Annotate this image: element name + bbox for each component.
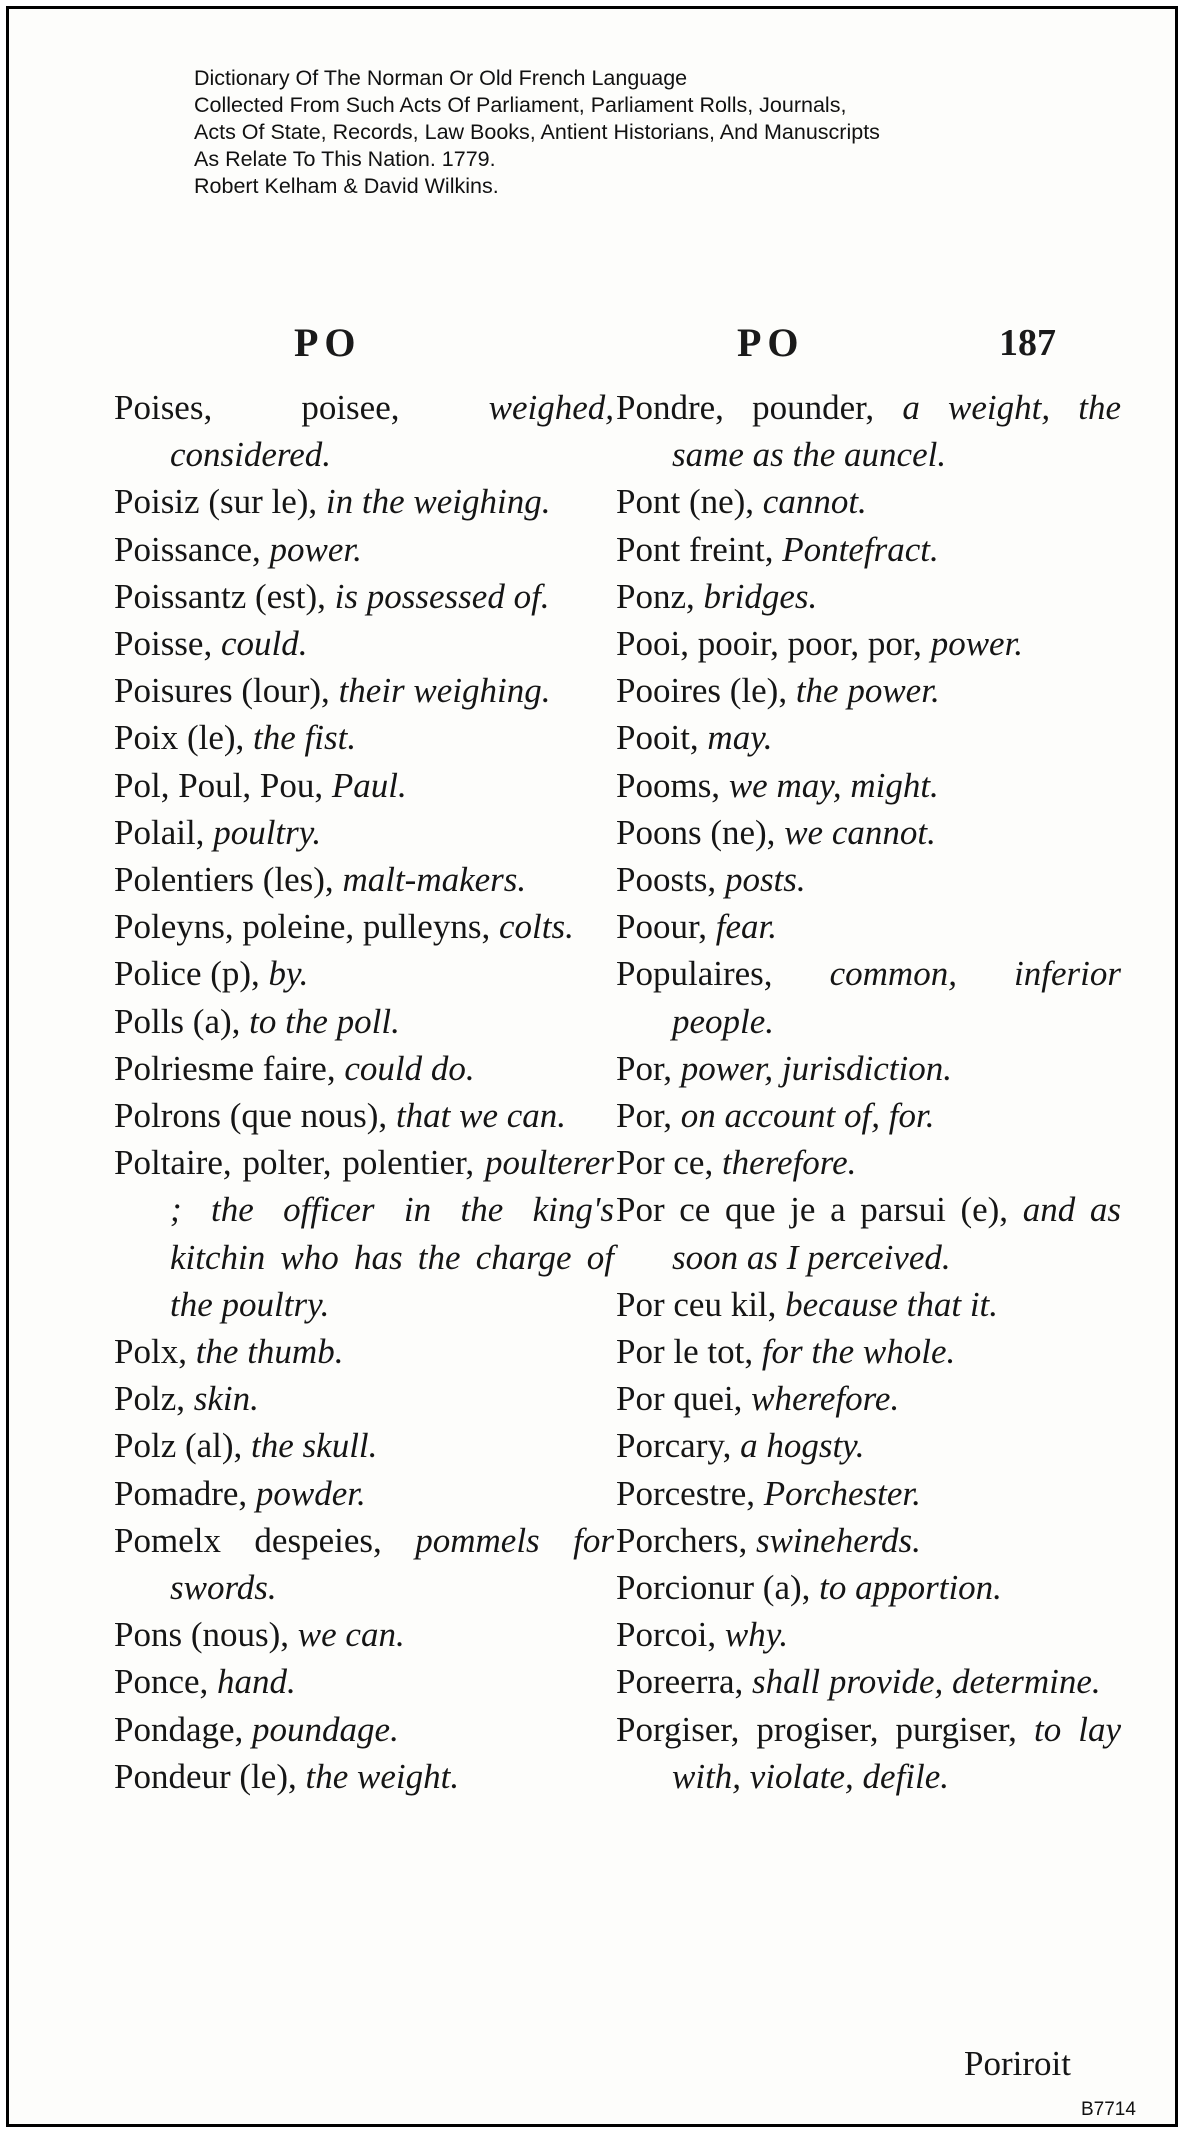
- dictionary-entry: [616, 856, 1121, 903]
- dictionary-entry: [616, 478, 1121, 525]
- entry-term: Pondage,: [114, 1709, 244, 1749]
- dictionary-entry: [616, 714, 1121, 761]
- entry-term: Pooires (le),: [616, 671, 788, 711]
- dictionary-entry: [114, 1045, 614, 1092]
- entry-gloss: to lay with, violate, defile.: [672, 1709, 1121, 1796]
- header-line: Acts Of State, Records, Law Books, Antient Historians, And Manuscripts: [194, 120, 880, 144]
- entry-term: Pont freint,: [616, 529, 774, 569]
- entry-term: Porcary,: [616, 1426, 732, 1466]
- entry-term: Por quei,: [616, 1379, 743, 1419]
- dictionary-entry: [616, 526, 1121, 573]
- entry-gloss: to the poll.: [249, 1001, 400, 1041]
- entry-gloss: is possessed of.: [334, 576, 550, 616]
- entry-term: Pol, Poul, Pou,: [114, 765, 324, 805]
- entry-gloss: that we can.: [395, 1096, 567, 1136]
- page-frame: [6, 6, 1178, 2127]
- dictionary-entry: [114, 1611, 614, 1658]
- dictionary-entry: [114, 478, 614, 525]
- dictionary-entry: [616, 1281, 1121, 1328]
- entry-gloss: therefore.: [721, 1143, 857, 1183]
- entry-gloss: we cannot.: [784, 812, 936, 852]
- entry-gloss: we may, might.: [728, 765, 939, 805]
- entry-gloss: in the weighing.: [325, 482, 551, 522]
- entry-term: Poons (ne),: [616, 812, 776, 852]
- entry-gloss: why.: [724, 1615, 789, 1655]
- entry-term: Por ce que je a parsui (e),: [616, 1190, 1009, 1230]
- dictionary-entry: [114, 1139, 614, 1328]
- dictionary-entry: [114, 762, 614, 809]
- entry-term: Porcoi,: [616, 1615, 717, 1655]
- header-caption: [194, 65, 1094, 200]
- entry-term: Pooit,: [616, 718, 699, 758]
- entry-gloss: could.: [220, 624, 308, 664]
- dictionary-entry: [114, 1470, 614, 1517]
- left-column: [114, 384, 614, 1800]
- entry-gloss: the thumb.: [195, 1332, 344, 1372]
- entry-term: Pooms,: [616, 765, 721, 805]
- header-line: Robert Kelham & David Wilkins.: [194, 174, 499, 198]
- entry-gloss: their weighing.: [338, 671, 551, 711]
- entry-term: Polail,: [114, 812, 205, 852]
- dictionary-entry: [616, 809, 1121, 856]
- entry-gloss: poulterer ; the officer in the king's kitchin who has the charge of the poultry.: [170, 1143, 614, 1324]
- entry-term: Polrons (que nous),: [114, 1096, 388, 1136]
- dictionary-entry: [616, 1517, 1121, 1564]
- dictionary-entry: [114, 856, 614, 903]
- entry-term: Populaires,: [616, 954, 773, 994]
- entry-term: Ponce,: [114, 1662, 209, 1702]
- page-number: 187: [999, 322, 1056, 364]
- dictionary-entry: [114, 809, 614, 856]
- dictionary-entry: [616, 1092, 1121, 1139]
- dictionary-entry: [616, 1564, 1121, 1611]
- entry-gloss: for the whole.: [761, 1332, 956, 1372]
- dictionary-entry: [616, 1328, 1121, 1375]
- dictionary-entry: [114, 1706, 614, 1753]
- entry-gloss: the fist.: [253, 718, 357, 758]
- entry-gloss: the power.: [795, 671, 940, 711]
- entry-term: Pont (ne),: [616, 482, 755, 522]
- entry-term: Poreerra,: [616, 1662, 744, 1702]
- entry-gloss: colts.: [498, 907, 574, 947]
- entry-gloss: Pontefract.: [782, 529, 939, 569]
- entry-term: Por le tot,: [616, 1332, 754, 1372]
- dictionary-entry: [114, 526, 614, 573]
- right-column: [616, 384, 1121, 1800]
- dictionary-entry: [616, 1470, 1121, 1517]
- entry-term: Pondeur (le),: [114, 1756, 297, 1796]
- header-line: Dictionary Of The Norman Or Old French Language: [194, 66, 688, 90]
- entry-term: Poisures (lour),: [114, 671, 330, 711]
- dictionary-entry: [616, 1139, 1121, 1186]
- running-head-right: PO: [737, 320, 805, 365]
- dictionary-entry: [114, 1375, 614, 1422]
- entry-gloss: malt-makers.: [342, 860, 527, 900]
- dictionary-entry: [114, 1658, 614, 1705]
- dictionary-entry: [616, 1375, 1121, 1422]
- entry-term: Poisiz (sur le),: [114, 482, 318, 522]
- dictionary-entry: [616, 1045, 1121, 1092]
- entry-gloss: poultry.: [213, 812, 322, 852]
- entry-gloss: because that it.: [785, 1284, 999, 1324]
- entry-term: Polriesme faire,: [114, 1048, 336, 1088]
- dictionary-entry: [114, 998, 614, 1045]
- entry-gloss: common, inferior people.: [672, 954, 1121, 1041]
- entry-gloss: fear.: [715, 907, 777, 947]
- entry-term: Poltaire, polter, polentier,: [114, 1143, 475, 1183]
- entry-gloss: Porchester.: [763, 1473, 921, 1513]
- dictionary-entry: [114, 384, 614, 478]
- entry-term: Poisse,: [114, 624, 213, 664]
- entry-term: Pons (nous),: [114, 1615, 290, 1655]
- entry-gloss: may.: [707, 718, 773, 758]
- dictionary-entry: [616, 384, 1121, 478]
- entry-gloss: hand.: [217, 1662, 296, 1702]
- entry-term: Ponz,: [616, 576, 695, 616]
- dictionary-entry: [616, 950, 1121, 1044]
- entry-gloss: to apportion.: [819, 1568, 1002, 1608]
- entry-term: Porchers,: [616, 1520, 748, 1560]
- dictionary-entry: [114, 620, 614, 667]
- entry-gloss: wherefore.: [751, 1379, 900, 1419]
- entry-term: Poour,: [616, 907, 707, 947]
- dictionary-entry: [616, 1422, 1121, 1469]
- entry-term: Pondre, pounder,: [616, 388, 875, 427]
- header-line: Collected From Such Acts Of Parliament, Parliament Rolls, Journals,: [194, 93, 847, 117]
- entry-term: Porgiser, progiser, purgiser,: [616, 1709, 1017, 1749]
- entry-gloss: we can.: [297, 1615, 405, 1655]
- entry-gloss: swineherds.: [755, 1520, 921, 1560]
- entry-gloss: power, jurisdiction.: [680, 1048, 953, 1088]
- dictionary-entry: [114, 667, 614, 714]
- entry-term: Pooi, pooir, poor, por,: [616, 624, 922, 664]
- entry-term: Poissance,: [114, 529, 261, 569]
- entry-gloss: poundage.: [252, 1709, 399, 1749]
- entry-gloss: Paul.: [331, 765, 407, 805]
- entry-term: Pomelx despeies,: [114, 1520, 382, 1560]
- dictionary-entry: [616, 903, 1121, 950]
- dictionary-entry: [616, 1186, 1121, 1280]
- dictionary-entry: [114, 1753, 614, 1800]
- entry-term: Por ce,: [616, 1143, 714, 1183]
- reference-code: B7714: [1081, 2099, 1136, 2120]
- entry-gloss: the skull.: [251, 1426, 378, 1466]
- dictionary-entry: [114, 714, 614, 761]
- dictionary-entry: [114, 1422, 614, 1469]
- entry-gloss: could do.: [344, 1048, 475, 1088]
- entry-gloss: shall provide, determine.: [752, 1662, 1101, 1702]
- dictionary-entry: [114, 1517, 614, 1611]
- entry-gloss: on account of, for.: [680, 1096, 935, 1136]
- entry-gloss: bridges.: [703, 576, 818, 616]
- dictionary-entry: [114, 1328, 614, 1375]
- entry-term: Polx,: [114, 1332, 187, 1372]
- entry-gloss: a weight, the same as the auncel.: [672, 388, 1122, 475]
- entry-term: Polls (a),: [114, 1001, 241, 1041]
- entry-term: Poosts,: [616, 860, 717, 900]
- dictionary-entry: [616, 1611, 1121, 1658]
- dictionary-entry: [114, 573, 614, 620]
- dictionary-entry: [114, 950, 614, 997]
- running-head-left: PO: [294, 320, 362, 365]
- entry-gloss: posts.: [724, 860, 806, 900]
- catchword: Poriroit: [964, 2044, 1071, 2083]
- entry-gloss: the weight.: [305, 1756, 460, 1796]
- entry-term: Por,: [616, 1096, 672, 1136]
- entry-gloss: by.: [268, 954, 309, 994]
- entry-gloss: weighed, considered.: [170, 388, 614, 475]
- entry-gloss: a hogsty.: [740, 1426, 865, 1466]
- entry-term: Police (p),: [114, 954, 260, 994]
- dictionary-entry: [616, 573, 1121, 620]
- dictionary-entry: [616, 667, 1121, 714]
- entry-term: Polentiers (les),: [114, 860, 334, 900]
- dictionary-entry: [616, 1706, 1121, 1800]
- entry-term: Poissantz (est),: [114, 576, 326, 616]
- entry-gloss: cannot.: [762, 482, 867, 522]
- entry-term: Poleyns, poleine, pulleyns,: [114, 907, 491, 947]
- entry-term: Pomadre,: [114, 1473, 248, 1513]
- entry-gloss: and as soon as I perceived.: [672, 1190, 1121, 1277]
- entry-term: Polz,: [114, 1379, 185, 1419]
- dictionary-entry: [114, 1092, 614, 1139]
- entry-gloss: power.: [930, 624, 1024, 664]
- entry-term: Por ceu kil,: [616, 1284, 777, 1324]
- entry-gloss: pommels for swords.: [170, 1520, 614, 1608]
- entry-term: Porcionur (a),: [616, 1568, 811, 1608]
- dictionary-entry: [616, 620, 1121, 667]
- dictionary-entry: [616, 1658, 1121, 1705]
- entry-term: Poix (le),: [114, 718, 245, 758]
- header-line: As Relate To This Nation. 1779.: [194, 147, 496, 171]
- dictionary-entry: [114, 903, 614, 950]
- entry-term: Por,: [616, 1048, 672, 1088]
- entry-term: Polz (al),: [114, 1426, 243, 1466]
- entry-gloss: skin.: [193, 1379, 259, 1419]
- entry-gloss: power.: [269, 529, 362, 569]
- entry-term: Poises, poisee,: [114, 388, 400, 427]
- dictionary-entry: [616, 762, 1121, 809]
- entry-term: Porcestre,: [616, 1473, 755, 1513]
- entry-gloss: powder.: [255, 1473, 366, 1513]
